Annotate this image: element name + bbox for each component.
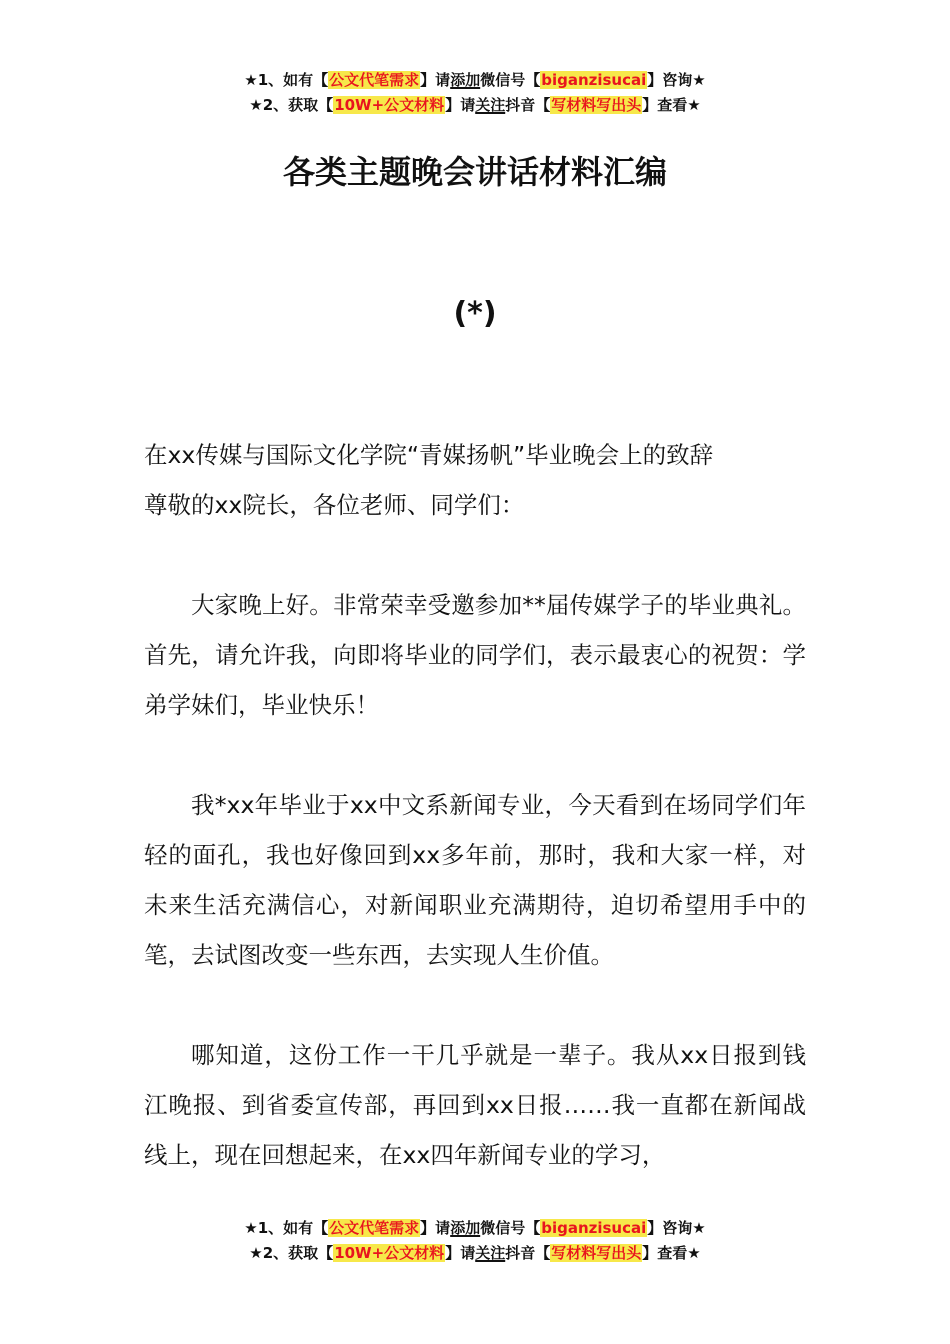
highlight-douyin-id: 写材料写出头 (551, 96, 642, 114)
banner-line-2: ★2、获取【10W+公文材料】请关注抖音【写材料写出头】查看★ (249, 96, 701, 114)
highlight-douyin-id: 写材料写出头 (551, 1244, 642, 1262)
highlight-materials: 10W+公文材料 (334, 96, 445, 114)
highlight-wechat-id: biganzisucai (541, 71, 647, 89)
banner-line-1: ★1、如有【公文代笔需求】请添加微信号【biganzisucai】咨询★ (244, 1219, 706, 1237)
speech-subtitle: 在xx传媒与国际文化学院“青媒扬帆”毕业晚会上的致辞 (144, 441, 714, 469)
footer-banner (0, 1216, 950, 1266)
paragraph: 哪知道，这份工作一干几乎就是一辈子。我从xx日报到钱江晚报、到省委宣传部，再回到xx日报……我一直都在新闻战线上，现在回想起来，在xx四年新闻专业的学习， (144, 1041, 806, 1169)
banner-line-2: ★2、获取【10W+公文材料】请关注抖音【写材料写出头】查看★ (249, 1244, 701, 1262)
document-title: 各类主题晚会讲话材料汇编 (282, 153, 667, 191)
banner-line-1: ★1、如有【公文代笔需求】请添加微信号【biganzisucai】咨询★ (244, 71, 706, 89)
highlight-service: 公文代笔需求 (329, 1219, 420, 1237)
highlight-service: 公文代笔需求 (329, 71, 420, 89)
document-body (144, 430, 806, 1180)
paragraph: 我*xx年毕业于xx中文系新闻专业，今天看到在场同学们年轻的面孔，我也好像回到xx多年前，那时，我和大家一样，对未来生活充满信心，对新闻职业充满期待，迫切希望用手中的笔，去试图改变一些东西，去实现人生价值。 (144, 791, 806, 969)
highlight-wechat-id: biganzisucai (541, 1219, 647, 1237)
speech-salutation: 尊敬的xx院长，各位老师、同学们： (144, 491, 525, 519)
highlight-materials: 10W+公文材料 (334, 1244, 445, 1262)
paragraph: 大家晚上好。非常荣幸受邀参加**届传媒学子的毕业典礼。首先，请允许我，向即将毕业的同学们，表示最衷心的祝贺：学弟学妹们，毕业快乐！ (144, 591, 806, 719)
header-banner (0, 68, 950, 118)
section-marker: (*) (453, 296, 497, 331)
